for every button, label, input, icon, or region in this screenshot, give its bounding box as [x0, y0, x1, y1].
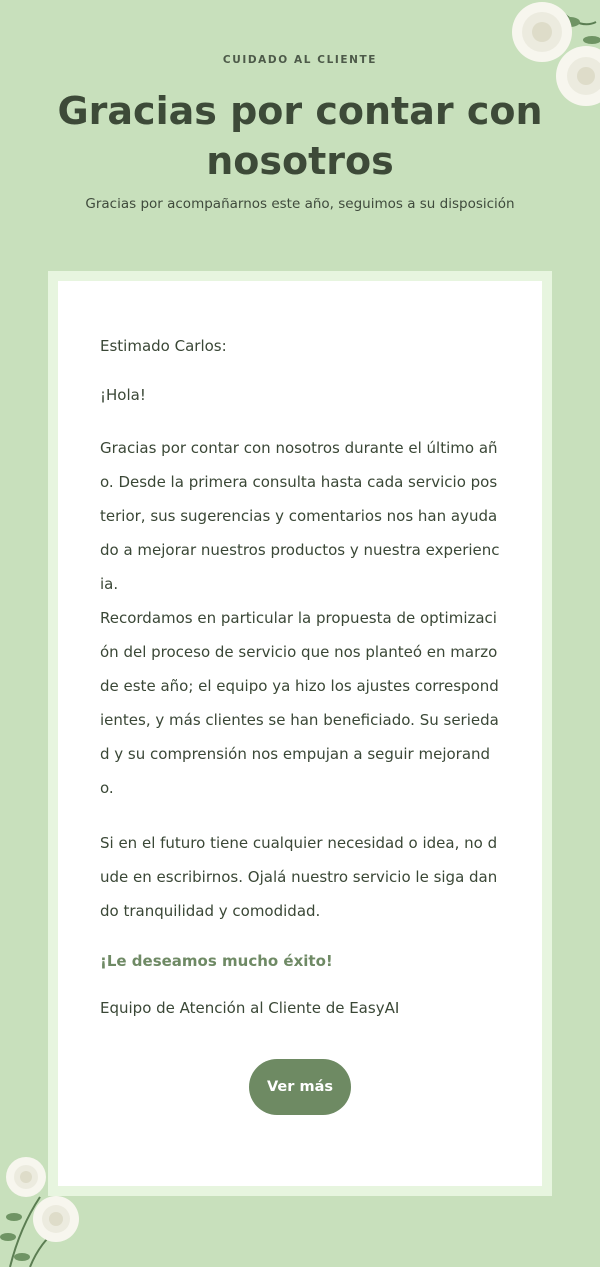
letter-paragraph-1: Gracias por contar con nosotros durante el último año. Desde la primera consulta hasta cada servicio posterior, sus sugerencias y comentarios nos han ayudado a mejorar nuestros productos y nuestra experiencia.	[100, 439, 500, 593]
letter-wish: ¡Le deseamos mucho éxito!	[100, 952, 333, 970]
letter-paragraph-2: Recordamos en particular la propuesta de optimización del proceso de servicio que nos planteó en marzo de este año; el equipo ya hizo los ajustes correspondientes, y más clientes se han beneficiado. Su seriedad y su comprensión nos empujan a seguir mejorando.	[100, 609, 499, 797]
letter-card-frame	[48, 271, 552, 1196]
letter-signature: Equipo de Atención al Cliente de EasyAI	[100, 999, 400, 1017]
letter-hello: ¡Hola!	[100, 386, 146, 404]
letter-paragraph-3: Si en el futuro tiene cualquier necesidad o idea, no dude en escribirnos. Ojalá nuestro servicio le siga dando tranquilidad y comodidad.	[100, 834, 498, 920]
eyebrow-label: CUIDADO AL CLIENTE	[222, 54, 378, 66]
see-more-button[interactable]: Ver más	[249, 1059, 351, 1115]
page-title: Gracias por contar con nosotros	[57, 89, 543, 183]
white-roses-icon	[0, 1157, 90, 1267]
page-subtitle: Gracias por acompañarnos este año, seguimos a su disposición	[85, 196, 515, 212]
letter-greeting: Estimado Carlos:	[100, 337, 227, 355]
letter-card	[58, 281, 542, 1186]
white-roses-icon	[500, 0, 600, 118]
